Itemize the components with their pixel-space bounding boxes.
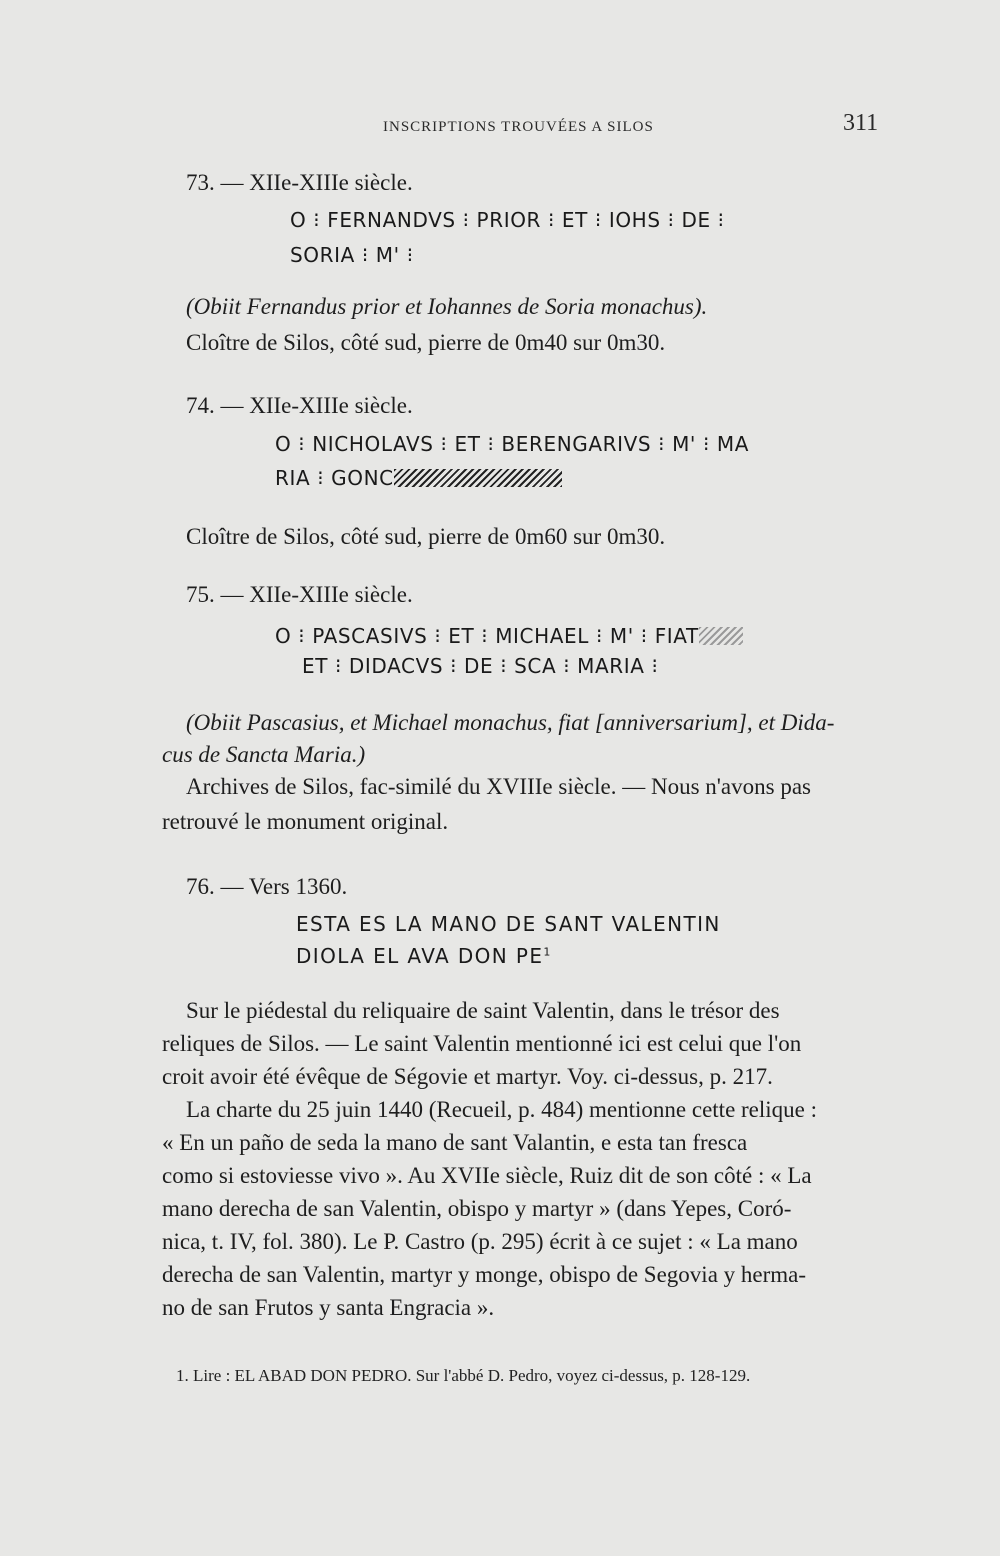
inscription-line: SORIA ⁝ M' ⁝	[290, 243, 414, 267]
body-line: no de san Frutos y santa Engracia ».	[162, 1295, 495, 1320]
entry-74-heading	[186, 393, 413, 419]
entry-note: Archives de Silos, fac-similé du XVIIIe siècle. — Nous n'avons pas	[186, 774, 811, 799]
inscription-line: O ⁝ FERNANDVS ⁝ PRIOR ⁝ ET ⁝ IOHS ⁝ DE ⁝	[290, 208, 725, 232]
entry-75-heading	[186, 582, 413, 608]
body-line: nica, t. IV, fol. 380). Le P. Castro (p. 295) écrit à ce sujet : « La mano	[162, 1229, 798, 1254]
entry-note: Cloître de Silos, côté sud, pierre de 0m60 sur 0m30.	[186, 524, 666, 549]
entry-date: — XIIe-XIIIe siècle.	[220, 393, 413, 418]
inscription-line: O ⁝ NICHOLAVS ⁝ ET ⁝ BERENGARIVS ⁝ M' ⁝ MA	[275, 432, 750, 456]
inscription-line: ET ⁝ DIDACVS ⁝ DE ⁝ SCA ⁝ MARIA ⁝	[302, 654, 659, 678]
footnote: 1. Lire : EL ABAD DON PEDRO. Sur l'abbé D. Pedro, voyez ci-dessus, p. 128-129.	[176, 1366, 751, 1385]
entry-76-heading	[186, 874, 347, 900]
inscription-text: DIOLA EL AVA DON PE	[296, 944, 544, 968]
body-line: derecha de san Valentin, martyr y monge, obispo de Segovia y herma-	[162, 1262, 807, 1287]
inscription-text: RIA ⁝ GONC	[275, 466, 394, 490]
body-line: reliques de Silos. — Le saint Valentin mentionné ici est celui que l'on	[162, 1031, 802, 1056]
latin-reading: (Obiit Pascasius, et Michael monachus, fiat [anniversarium], et Dida-	[186, 710, 835, 735]
entry-number: 73.	[186, 170, 215, 195]
latin-reading: cus de Sancta Maria.)	[162, 742, 366, 767]
damaged-area	[699, 627, 743, 645]
body-line: como si estoviesse vivo ». Au XVIIe siècle, Ruiz dit de son côté : « La	[162, 1163, 812, 1188]
footnote-mark: 1	[543, 945, 552, 959]
inscription-line	[296, 944, 552, 968]
entry-number: 76.	[186, 874, 215, 899]
entry-date: — XIIe-XIIIe siècle.	[220, 170, 413, 195]
entry-note: Cloître de Silos, côté sud, pierre de 0m40 sur 0m30.	[186, 330, 666, 355]
entry-number: 75.	[186, 582, 215, 607]
entry-date: — Vers 1360.	[220, 874, 348, 899]
entry-73-heading	[186, 170, 413, 196]
running-header: INSCRIPTIONS TROUVÉES A SILOS	[383, 119, 654, 135]
body-line: croit avoir été évêque de Ségovie et martyr. Voy. ci-dessus, p. 217.	[162, 1064, 773, 1089]
inscription-text: O ⁝ PASCASIVS ⁝ ET ⁝ MICHAEL ⁝ M' ⁝ FIAT	[275, 624, 699, 648]
body-line: Sur le piédestal du reliquaire de saint Valentin, dans le trésor des	[186, 998, 780, 1023]
inscription-line: ESTA ES LA MANO DE SANT VALENTIN	[296, 912, 721, 936]
page-number: 311	[843, 110, 879, 136]
latin-reading: (Obiit Fernandus prior et Iohannes de Soria monachus).	[186, 294, 708, 319]
body-line: La charte du 25 juin 1440 (Recueil, p. 484) mentionne cette relique :	[186, 1097, 818, 1122]
entry-date: — XIIe-XIIIe siècle.	[220, 582, 413, 607]
body-line: mano derecha de san Valentin, obispo y martyr » (dans Yepes, Coró-	[162, 1196, 792, 1221]
entry-number: 74.	[186, 393, 215, 418]
damaged-area	[394, 469, 562, 487]
body-line: « En un paño de seda la mano de sant Valantin, e esta tan fresca	[162, 1130, 748, 1155]
inscription-line-damaged	[275, 624, 743, 648]
entry-note: retrouvé le monument original.	[162, 809, 449, 834]
inscription-line-damaged	[275, 466, 562, 490]
